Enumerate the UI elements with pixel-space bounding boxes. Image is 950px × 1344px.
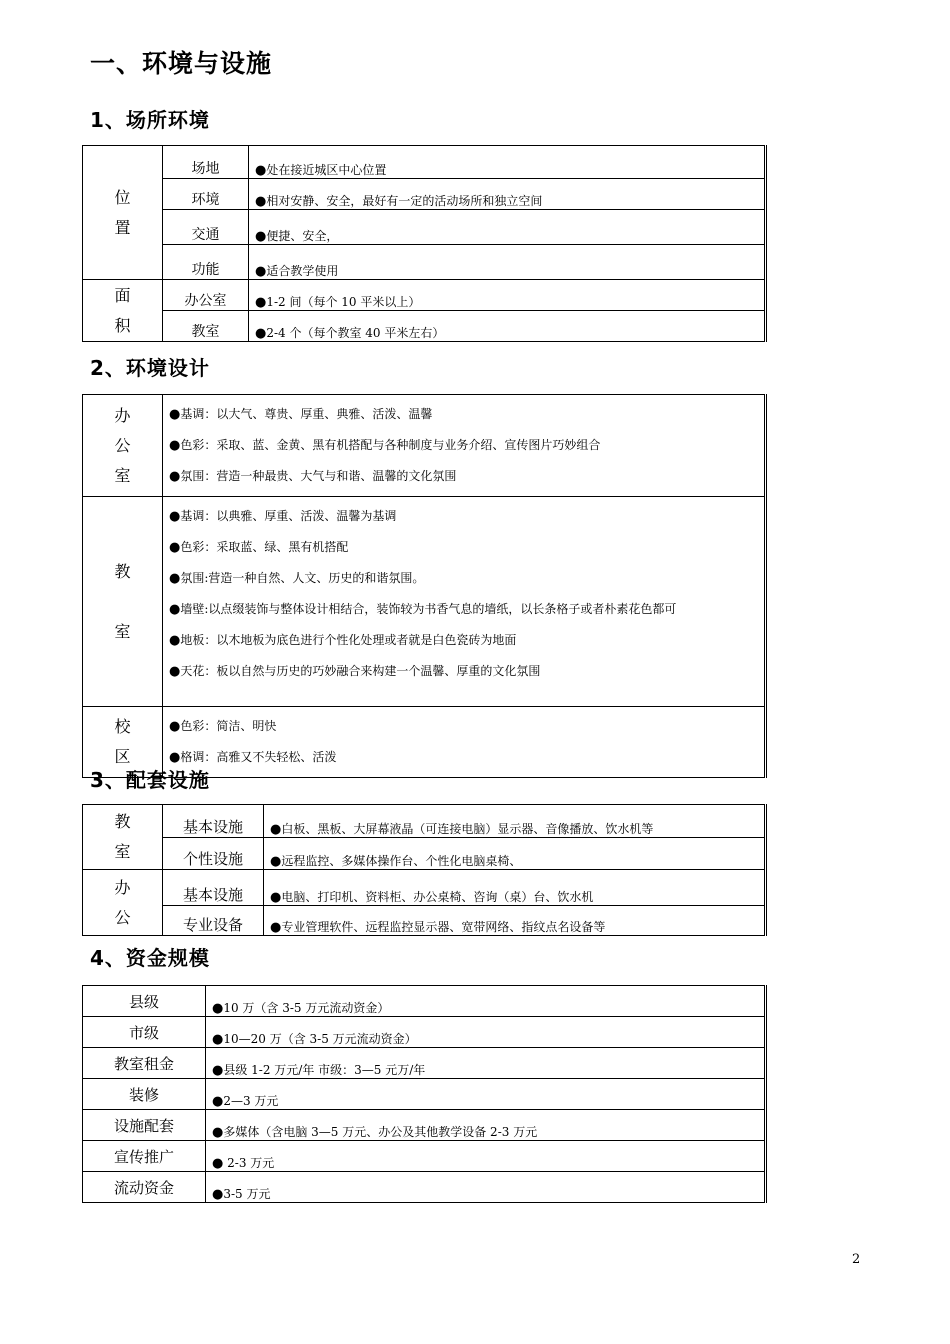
classroom-design-items: [163, 497, 766, 707]
document-title: 一、环境与设施: [90, 49, 273, 78]
list-item: ● 氛围：营造一种最贵、大气与和谐、温馨的文化氛围: [169, 461, 758, 492]
row-content: ● 便捷、安全，: [249, 210, 766, 245]
row-label: 专业设备: [163, 906, 264, 936]
table-row: [83, 395, 766, 497]
row-content: ● 2-3 万元: [206, 1141, 766, 1172]
row-content: ● 远程监控、多媒体操作台、个性化电脑桌椅、: [264, 838, 766, 870]
list-item: ● 色彩：简洁、明快: [169, 711, 758, 742]
table-row: [83, 146, 766, 179]
list-item: ● 氛围:营造一种自然、人文、历史的和谐氛围。: [169, 563, 758, 594]
section-heading-site-environment: 1、场所环境: [90, 108, 210, 132]
list-item: ● 格调：高雅又不失轻松、活泼: [169, 742, 758, 773]
row-label: 装修: [83, 1079, 206, 1110]
section-heading-funding-scale: 4、资金规模: [90, 946, 210, 970]
row-label: 市级: [83, 1017, 206, 1048]
table-row: [83, 986, 766, 1017]
table-row: [83, 906, 766, 936]
row-label: 设施配套: [83, 1110, 206, 1141]
group-label-office: 办 公: [83, 870, 163, 936]
row-content: ● 10 万（含 3-5 万元流动资金）: [206, 986, 766, 1017]
table-row: [83, 280, 766, 311]
list-item: ● 基调：以典雅、厚重、活泼、温馨为基调: [169, 501, 758, 532]
group-label-classroom: 教 室: [83, 497, 163, 707]
row-label: 流动资金: [83, 1172, 206, 1203]
row-label: 个性设施: [163, 838, 264, 870]
page-number: 2: [852, 1252, 861, 1267]
row-content: ● 电脑、打印机、资料柜、办公桌椅、咨询（桌）台、饮水机: [264, 870, 766, 906]
group-label-location: 位 置: [83, 146, 163, 280]
environment-design-table: [82, 394, 767, 778]
table-row: [83, 311, 766, 342]
row-content: ● 相对安静、安全，最好有一定的活动场所和独立空间: [249, 179, 766, 210]
section-heading-environment-design: 2、环境设计: [90, 356, 210, 380]
table-row: [83, 838, 766, 870]
row-label: 教室租金: [83, 1048, 206, 1079]
row-content: ● 白板、黑板、大屏幕液晶（可连接电脑）显示器、音像播放、饮水机等: [264, 805, 766, 838]
row-label: 基本设施: [163, 870, 264, 906]
group-label-campus: 校 区: [83, 707, 163, 778]
group-label-office: 办 公 室: [83, 395, 163, 497]
office-design-items: [163, 395, 766, 497]
table-row: [83, 1048, 766, 1079]
group-label-area: 面 积: [83, 280, 163, 342]
row-label: 教室: [163, 311, 249, 342]
row-label: 基本设施: [163, 805, 264, 838]
row-label: 交通: [163, 210, 249, 245]
table-row: [83, 1017, 766, 1048]
table-row: [83, 805, 766, 838]
table-row: [83, 1172, 766, 1203]
table-row: [83, 245, 766, 280]
row-label: 功能: [163, 245, 249, 280]
row-label: 宣传推广: [83, 1141, 206, 1172]
table-row: [83, 1141, 766, 1172]
row-content: ● 专业管理软件、远程监控显示器、宽带网络、指纹点名设备等: [264, 906, 766, 936]
list-item: ● 基调：以大气、尊贵、厚重、典雅、活泼、温馨: [169, 399, 758, 430]
row-content: ● 多媒体（含电脑 3—5 万元、办公及其他教学设备 2-3 万元: [206, 1110, 766, 1141]
row-label: 环境: [163, 179, 249, 210]
row-content: ● 1-2 间（每个 10 平米以上）: [249, 280, 766, 311]
row-label: 场地: [163, 146, 249, 179]
group-label-classroom: 教 室: [83, 805, 163, 870]
row-label: 县级: [83, 986, 206, 1017]
site-environment-table: [82, 145, 767, 342]
row-content: ● 适合教学使用: [249, 245, 766, 280]
list-item: ● 墙壁:以点缀装饰与整体设计相结合，装饰较为书香气息的墙纸，以长条格子或者朴素花色都可: [169, 594, 758, 625]
row-content: ● 2—3 万元: [206, 1079, 766, 1110]
list-item: ● 地板：以木地板为底色进行个性化处理或者就是白色瓷砖为地面: [169, 625, 758, 656]
table-row: [83, 179, 766, 210]
funding-scale-table: [82, 985, 767, 1203]
row-content: ● 县级 1-2 万元/年 市级：3—5 元万/年: [206, 1048, 766, 1079]
campus-design-items: [163, 707, 766, 778]
row-label: 办公室: [163, 280, 249, 311]
row-content: ● 处在接近城区中心位置: [249, 146, 766, 179]
table-row: [83, 497, 766, 707]
row-content: ● 3-5 万元: [206, 1172, 766, 1203]
table-row: [83, 870, 766, 906]
list-item: ● 天花：板以自然与历史的巧妙融合来构建一个温馨、厚重的文化氛围: [169, 656, 758, 687]
row-content: ● 10—20 万（含 3-5 万元流动资金）: [206, 1017, 766, 1048]
supporting-facilities-table: [82, 804, 767, 936]
section-heading-supporting-facilities: 3、配套设施: [90, 768, 210, 792]
table-row: [83, 210, 766, 245]
table-row: [83, 1079, 766, 1110]
list-item: ● 色彩：采取蓝、绿、黑有机搭配: [169, 532, 758, 563]
list-item: ● 色彩：采取、蓝、金黄、黑有机搭配与各种制度与业务介绍、宣传图片巧妙组合: [169, 430, 758, 461]
row-content: ● 2-4 个（每个教室 40 平米左右）: [249, 311, 766, 342]
table-row: [83, 1110, 766, 1141]
